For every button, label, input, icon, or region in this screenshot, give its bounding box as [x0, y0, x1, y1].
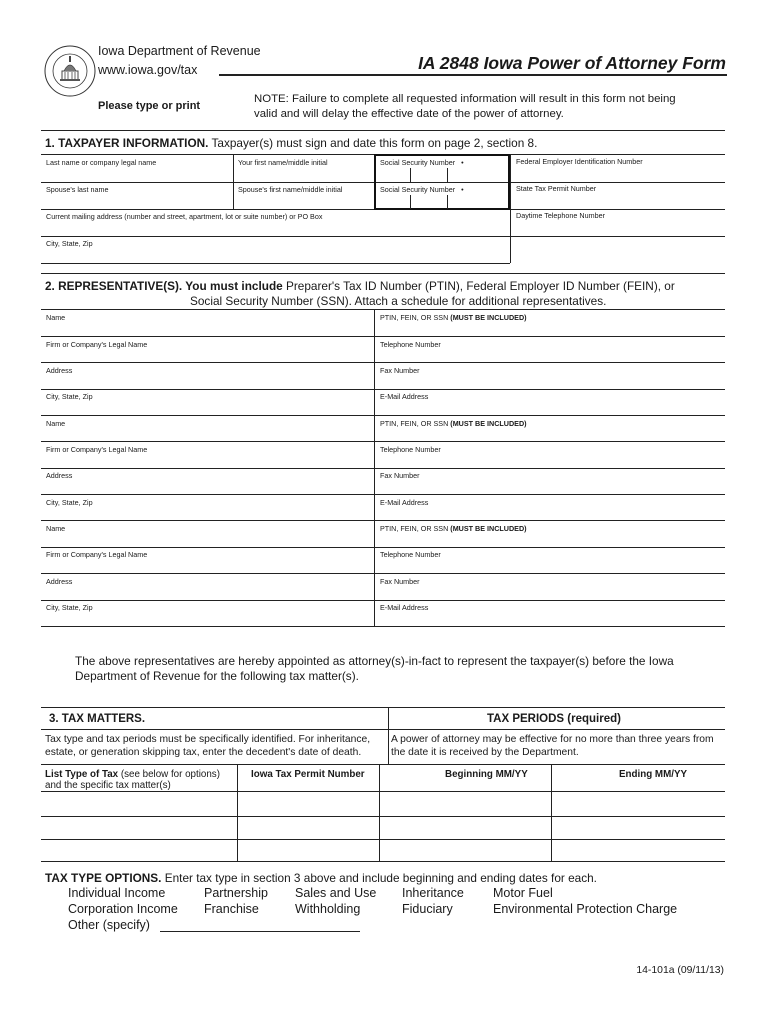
failure-note-line1: NOTE: Failure to complete all requested information will result in this form not being [254, 93, 676, 105]
section2-title: 2. REPRESENTATIVE(S). You must include Preparer's Tax ID Number (PTIN), Federal Employer ID Number (FEIN), or [45, 279, 675, 293]
rep1-fax-label: Fax Number [380, 366, 420, 375]
spouse-first-name-label: Spouse's first name/middle initial [238, 185, 343, 194]
rep1-firm-label: Firm or Company's Legal Name [46, 340, 148, 349]
section2-top-rule [41, 273, 725, 274]
tax-periods-desc-line2: the date it is received by the Department. [391, 747, 579, 758]
rep1-address-field[interactable] [41, 363, 374, 389]
form-title: IA 2848 Iowa Power of Attorney Form [418, 53, 726, 73]
rep3-address-label: Address [46, 577, 73, 586]
rep2-email-label: E-Mail Address [380, 498, 429, 507]
option-sales-and-use: Sales and Use [295, 886, 377, 900]
rep3-city-label: City, State, Zip [46, 603, 93, 612]
please-type-note: Please type or print [98, 100, 201, 112]
fein-label: Federal Employer Identification Number [516, 157, 643, 166]
taxpayer-ssn-label: Social Security Number • [380, 158, 464, 167]
rep1-phone-label: Telephone Number [380, 340, 441, 349]
rep1-name-field[interactable] [41, 310, 374, 336]
option-partnership: Partnership [204, 886, 268, 900]
option-withholding: Withholding [295, 902, 361, 916]
rep1-name-label: Name [46, 313, 66, 322]
rep3-phone-label: Telephone Number [380, 550, 441, 559]
department-seal [44, 45, 96, 97]
spouse-last-name-label: Spouse's last name [46, 185, 109, 194]
taxpayer-city-state-zip-label: City, State, Zip [46, 239, 93, 248]
seal-icon [44, 45, 96, 97]
rep3-fax-label: Fax Number [380, 577, 420, 586]
state-permit-label: State Tax Permit Number [516, 184, 597, 193]
rep2-ptin-label: PTIN, FEIN, OR SSN (MUST BE INCLUDED) [380, 419, 527, 428]
rep3-email-label: E-Mail Address [380, 603, 429, 612]
agency-name: Iowa Department of Revenue [98, 44, 261, 58]
tax-type-options-title: TAX TYPE OPTIONS. Enter tax type in section 3 above and include beginning and ending dates for each. [45, 871, 597, 885]
rep2-fax-field[interactable] [375, 469, 725, 495]
option-corporation-income: Corporation Income [68, 902, 178, 916]
rep2-address-field[interactable] [41, 469, 374, 495]
rep2-firm-label: Firm or Company's Legal Name [46, 445, 148, 454]
agency-website[interactable]: www.iowa.gov/tax [98, 63, 198, 77]
section1-top-rule [41, 130, 725, 131]
appointment-line2: Department of Revenue for the following tax matter(s). [75, 669, 359, 683]
form-number: 14-101a (09/11/13) [636, 965, 724, 976]
mailing-address-label: Current mailing address (number and street, apartment, lot or suite number) or PO Box [46, 212, 323, 221]
section1-title: 1. TAXPAYER INFORMATION. Taxpayer(s) must sign and date this form on page 2, section 8. [45, 136, 538, 150]
option-motor-fuel: Motor Fuel [493, 886, 553, 900]
rep1-address-label: Address [46, 366, 73, 375]
option-fiduciary: Fiduciary [402, 902, 453, 916]
rep2-name-field[interactable] [41, 416, 374, 442]
rep2-address-label: Address [46, 471, 73, 480]
tax-periods-title: TAX PERIODS (required) [487, 713, 621, 725]
taxpayer-first-name-label: Your first name/middle initial [238, 158, 328, 167]
col-ending: Ending MM/YY [619, 769, 688, 780]
rep3-ptin-label: PTIN, FEIN, OR SSN (MUST BE INCLUDED) [380, 524, 527, 533]
section3-title: 3. TAX MATTERS. [49, 713, 146, 725]
spouse-ssn-label: Social Security Number • [380, 185, 464, 194]
header-rule [219, 74, 727, 76]
section2-title-line2: Social Security Number (SSN). Attach a schedule for additional representatives. [190, 294, 607, 308]
rep1-ptin-label: PTIN, FEIN, OR SSN (MUST BE INCLUDED) [380, 313, 527, 322]
tax-matter-row-2[interactable] [41, 817, 725, 840]
daytime-phone-label: Daytime Telephone Number [516, 211, 605, 220]
rep3-address-field[interactable] [41, 574, 374, 600]
tax-matters-desc-line1: Tax type and tax periods must be specifically identified. For inheritance, [45, 734, 371, 745]
option-environmental-protection-charge: Environmental Protection Charge [493, 902, 678, 916]
failure-note-line2: valid and will delay the effective date of the power of attorney. [254, 108, 564, 120]
ssn-box [374, 154, 510, 210]
tax-periods-desc-line1: A power of attorney may be effective for no more than three years from [391, 734, 714, 745]
option-inheritance: Inheritance [402, 886, 464, 900]
rep2-name-label: Name [46, 419, 66, 428]
col-beginning: Beginning MM/YY [445, 769, 528, 780]
taxpayer-last-name-label: Last name or company legal name [46, 158, 157, 167]
rep3-name-label: Name [46, 524, 66, 533]
tax-matter-row-3[interactable] [41, 840, 725, 861]
option-individual-income: Individual Income [68, 886, 166, 900]
rep2-fax-label: Fax Number [380, 471, 420, 480]
taxpayer-city-state-zip-field[interactable] [41, 237, 510, 263]
rep3-name-field[interactable] [41, 521, 374, 547]
rep3-firm-label: Firm or Company's Legal Name [46, 550, 148, 559]
col-type-of-tax: List Type of Tax (see below for options) and the specific tax matter(s) [45, 769, 220, 791]
rep2-city-label: City, State, Zip [46, 498, 93, 507]
other-specify-field[interactable] [160, 917, 360, 932]
tax-matter-row-1[interactable] [41, 792, 725, 816]
col-permit-number: Iowa Tax Permit Number [251, 769, 365, 780]
appointment-line1: The above representatives are hereby appointed as attorney(s)-in-fact to represent the taxpayer(s) before the Iowa [75, 654, 674, 668]
rep1-email-label: E-Mail Address [380, 392, 429, 401]
rep1-city-label: City, State, Zip [46, 392, 93, 401]
option-other-label: Other (specify) [68, 918, 150, 932]
tax-matters-desc-line2: estate, or generation skipping tax, enter the decedent's date of death. [45, 747, 362, 758]
rep3-fax-field[interactable] [375, 574, 725, 600]
rep1-fax-field[interactable] [375, 363, 725, 389]
option-franchise: Franchise [204, 902, 259, 916]
rep2-phone-label: Telephone Number [380, 445, 441, 454]
